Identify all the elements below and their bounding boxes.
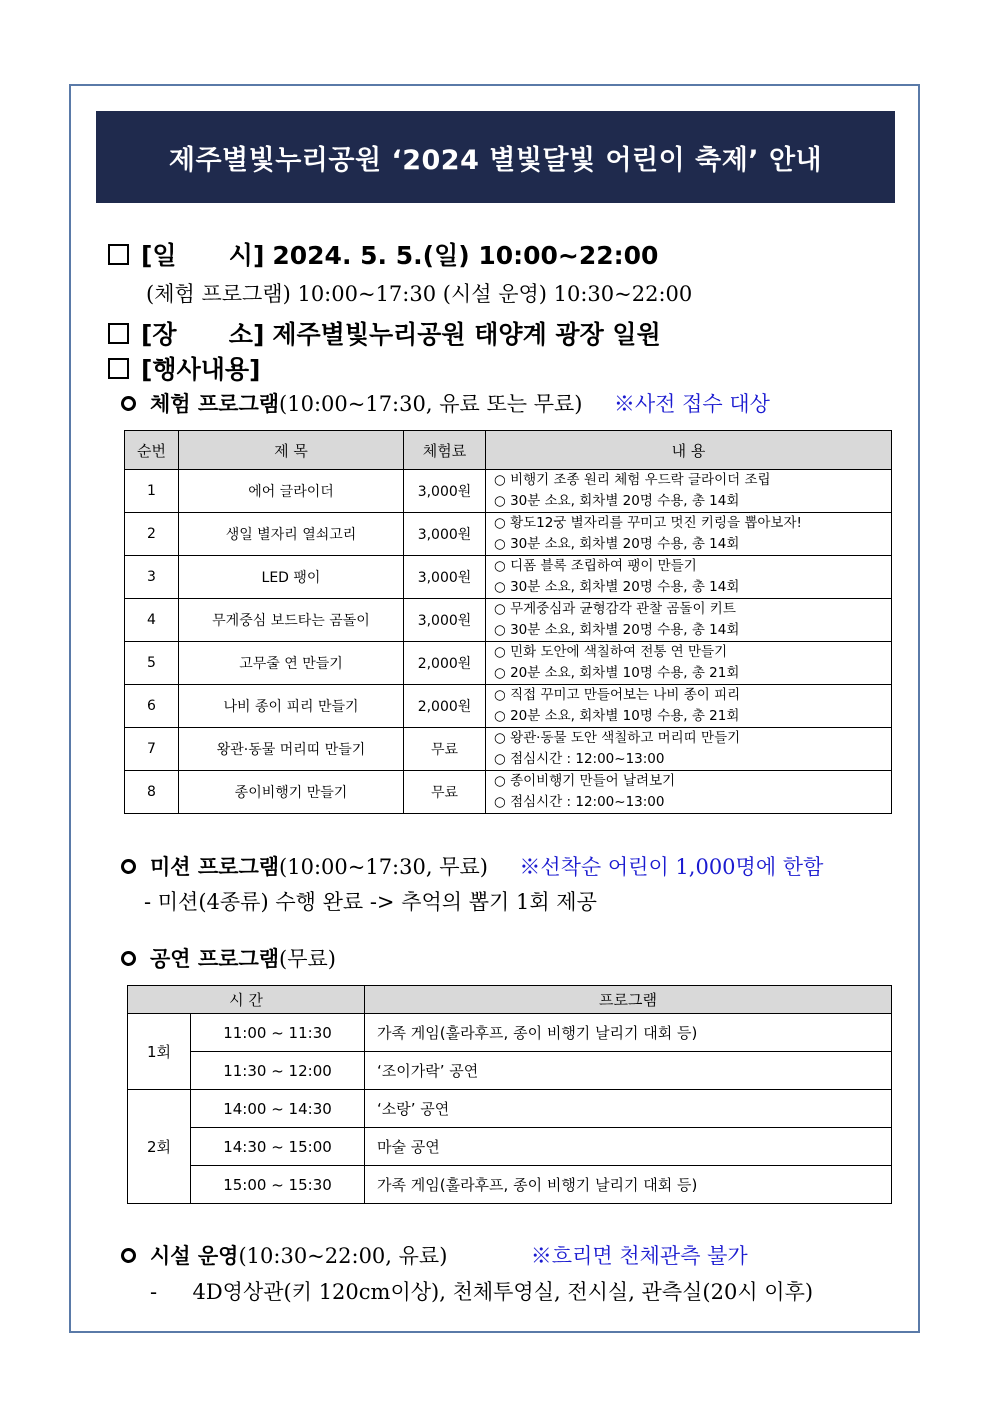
- row-number: 5: [125, 642, 179, 685]
- place-value: 제주별빛누리공원 태양계 광장 일원: [272, 320, 661, 349]
- experience-note: ※사전 접수 대상: [613, 392, 770, 416]
- date-value: 2024. 5. 5.(일) 10:00~22:00: [272, 241, 659, 270]
- slot-program: ‘조이가락’ 공연: [365, 1052, 892, 1090]
- column-header: 순번: [125, 431, 179, 470]
- circle-bullet-icon: [121, 951, 136, 966]
- row-content: [486, 470, 892, 513]
- row-content-line: ○ 20분 소요, 회차별 10명 수용, 총 21회: [494, 708, 740, 724]
- checkbox-square-icon: [108, 323, 129, 344]
- row-content-line: ○ 비행기 조종 원리 체험 우드락 글라이더 조립: [494, 472, 771, 488]
- checkbox-square-icon: [108, 244, 129, 265]
- row-content-line: ○ 직접 꾸미고 만들어보는 나비 종이 피리: [494, 687, 741, 703]
- column-header: 제 목: [179, 431, 404, 470]
- table-header-row: [128, 986, 892, 1014]
- row-number: 8: [125, 771, 179, 814]
- row-title: 나비 종이 피리 만들기: [179, 685, 404, 728]
- performance-table: [127, 985, 892, 1204]
- row-content-line: ○ 30분 소요, 회차별 20명 수용, 총 14회: [494, 536, 740, 552]
- table-row: [125, 513, 892, 556]
- row-content-line: ○ 종이비행기 만들어 날려보기: [494, 773, 676, 789]
- table-row: [125, 685, 892, 728]
- table-row: [125, 599, 892, 642]
- table-row: [128, 1090, 892, 1128]
- circle-bullet-icon: [121, 1248, 136, 1263]
- row-content-line: ○ 30분 소요, 회차별 20명 수용, 총 14회: [494, 622, 740, 638]
- row-title: 무게중심 보드타는 곰돌이: [179, 599, 404, 642]
- table-row: [128, 1014, 892, 1052]
- row-fee: 무료: [404, 771, 486, 814]
- facility-heading-bold: 시설 운영: [150, 1243, 239, 1268]
- table-row: [125, 642, 892, 685]
- table-row: [125, 470, 892, 513]
- facility-detail: 4D영상관(키 120cm이상), 천체투영실, 전시실, 관측실(20시 이후): [192, 1280, 814, 1304]
- mission-detail: - 미션(4종류) 수행 완료 -> 추억의 뽑기 1회 제공: [144, 890, 597, 914]
- row-content-line: ○ 30분 소요, 회차별 20명 수용, 총 14회: [494, 579, 740, 595]
- slot-time: 14:30 ~ 15:00: [191, 1128, 365, 1166]
- row-number: 4: [125, 599, 179, 642]
- experience-heading-bold: 체험 프로그램: [150, 391, 280, 416]
- row-number: 2: [125, 513, 179, 556]
- facility-detail-line: [150, 1276, 813, 1306]
- table-row: [125, 771, 892, 814]
- slot-time: 11:00 ~ 11:30: [191, 1014, 365, 1052]
- performance-heading-rest: (무료): [279, 947, 336, 971]
- table-row: [125, 728, 892, 771]
- row-content: [486, 771, 892, 814]
- mission-heading: [121, 851, 823, 881]
- place-label: [장 소]: [141, 320, 265, 349]
- row-number: 6: [125, 685, 179, 728]
- experience-heading-rest: (10:00~17:30, 유료 또는 무료): [279, 392, 583, 416]
- performance-heading-bold: 공연 프로그램: [150, 946, 280, 971]
- section-content: [108, 350, 260, 386]
- date-label: [일 시]: [141, 241, 265, 270]
- facility-heading: [121, 1240, 748, 1270]
- row-title: 고무줄 연 만들기: [179, 642, 404, 685]
- row-fee: 3,000원: [404, 470, 486, 513]
- facility-note: ※흐리면 천체관측 불가: [530, 1244, 748, 1268]
- row-content-line: ○ 30분 소요, 회차별 20명 수용, 총 14회: [494, 493, 740, 509]
- row-content-line: ○ 민화 도안에 색칠하여 전통 연 만들기: [494, 644, 728, 660]
- row-content-line: ○ 점심시간 : 12:00~13:00: [494, 794, 665, 810]
- row-fee: 3,000원: [404, 599, 486, 642]
- page-title-text: 제주별빛누리공원 ‘2024 별빛달빛 어린이 축제’ 안내: [168, 144, 823, 176]
- section-date: [108, 236, 658, 272]
- row-content: [486, 513, 892, 556]
- facility-heading-rest: (10:30~22:00, 유료): [238, 1244, 448, 1268]
- section-place: [108, 315, 661, 351]
- page-title: [96, 111, 895, 203]
- row-number: 1: [125, 470, 179, 513]
- table-row: [128, 1166, 892, 1204]
- row-fee: 3,000원: [404, 513, 486, 556]
- row-fee: 2,000원: [404, 642, 486, 685]
- row-content-line: ○ 황도12궁 별자리를 꾸미고 멋진 키링을 뽑아보자!: [494, 515, 802, 531]
- round-label: 1회: [128, 1014, 191, 1090]
- slot-time: 14:00 ~ 14:30: [191, 1090, 365, 1128]
- row-content: [486, 642, 892, 685]
- row-number: 7: [125, 728, 179, 771]
- slot-program: 가족 게임(훌라후프, 종이 비행기 날리기 대회 등): [365, 1166, 892, 1204]
- circle-bullet-icon: [121, 859, 136, 874]
- row-content: [486, 599, 892, 642]
- slot-time: 15:00 ~ 15:30: [191, 1166, 365, 1204]
- date-detail: (체험 프로그램) 10:00~17:30 (시설 운영) 10:30~22:00: [146, 282, 693, 306]
- slot-time: 11:30 ~ 12:00: [191, 1052, 365, 1090]
- row-content-line: ○ 20분 소요, 회차별 10명 수용, 총 21회: [494, 665, 740, 681]
- row-title: 생일 별자리 열쇠고리: [179, 513, 404, 556]
- row-content-line: ○ 왕관·동물 도안 색칠하고 머리띠 만들기: [494, 730, 741, 746]
- facility-dash: -: [150, 1280, 158, 1304]
- circle-bullet-icon: [121, 396, 136, 411]
- slot-program: 마술 공연: [365, 1128, 892, 1166]
- row-content-line: ○ 무게중심과 균형감각 관찰 곰돌이 키트: [494, 601, 736, 617]
- slot-program: 가족 게임(훌라후프, 종이 비행기 날리기 대회 등): [365, 1014, 892, 1052]
- row-content: [486, 728, 892, 771]
- content-label: [행사내용]: [141, 355, 261, 384]
- table-row: [128, 1052, 892, 1090]
- row-fee: 무료: [404, 728, 486, 771]
- column-header: 시 간: [128, 986, 365, 1014]
- row-content-line: ○ 점심시간 : 12:00~13:00: [494, 751, 665, 767]
- column-header: 프로그램: [365, 986, 892, 1014]
- mission-note: ※선착순 어린이 1,000명에 한함: [519, 855, 824, 879]
- experience-table: [124, 430, 892, 814]
- round-label: 2회: [128, 1090, 191, 1204]
- row-title: 왕관·동물 머리띠 만들기: [179, 728, 404, 771]
- column-header: 체험료: [404, 431, 486, 470]
- table-header-row: [125, 431, 892, 470]
- row-title: 에어 글라이더: [179, 470, 404, 513]
- row-fee: 2,000원: [404, 685, 486, 728]
- mission-heading-rest: (10:00~17:30, 무료): [279, 855, 488, 879]
- performance-heading: [121, 943, 336, 973]
- table-row: [125, 556, 892, 599]
- column-header: 내 용: [486, 431, 892, 470]
- experience-heading: [121, 388, 770, 418]
- slot-program: ‘소랑’ 공연: [365, 1090, 892, 1128]
- row-title: LED 팽이: [179, 556, 404, 599]
- row-fee: 3,000원: [404, 556, 486, 599]
- row-content: [486, 556, 892, 599]
- row-content-line: ○ 디폼 블록 조립하여 팽이 만들기: [494, 558, 697, 574]
- row-number: 3: [125, 556, 179, 599]
- table-row: [128, 1128, 892, 1166]
- row-title: 종이비행기 만들기: [179, 771, 404, 814]
- mission-heading-bold: 미션 프로그램: [150, 854, 280, 879]
- checkbox-square-icon: [108, 358, 129, 379]
- row-content: [486, 685, 892, 728]
